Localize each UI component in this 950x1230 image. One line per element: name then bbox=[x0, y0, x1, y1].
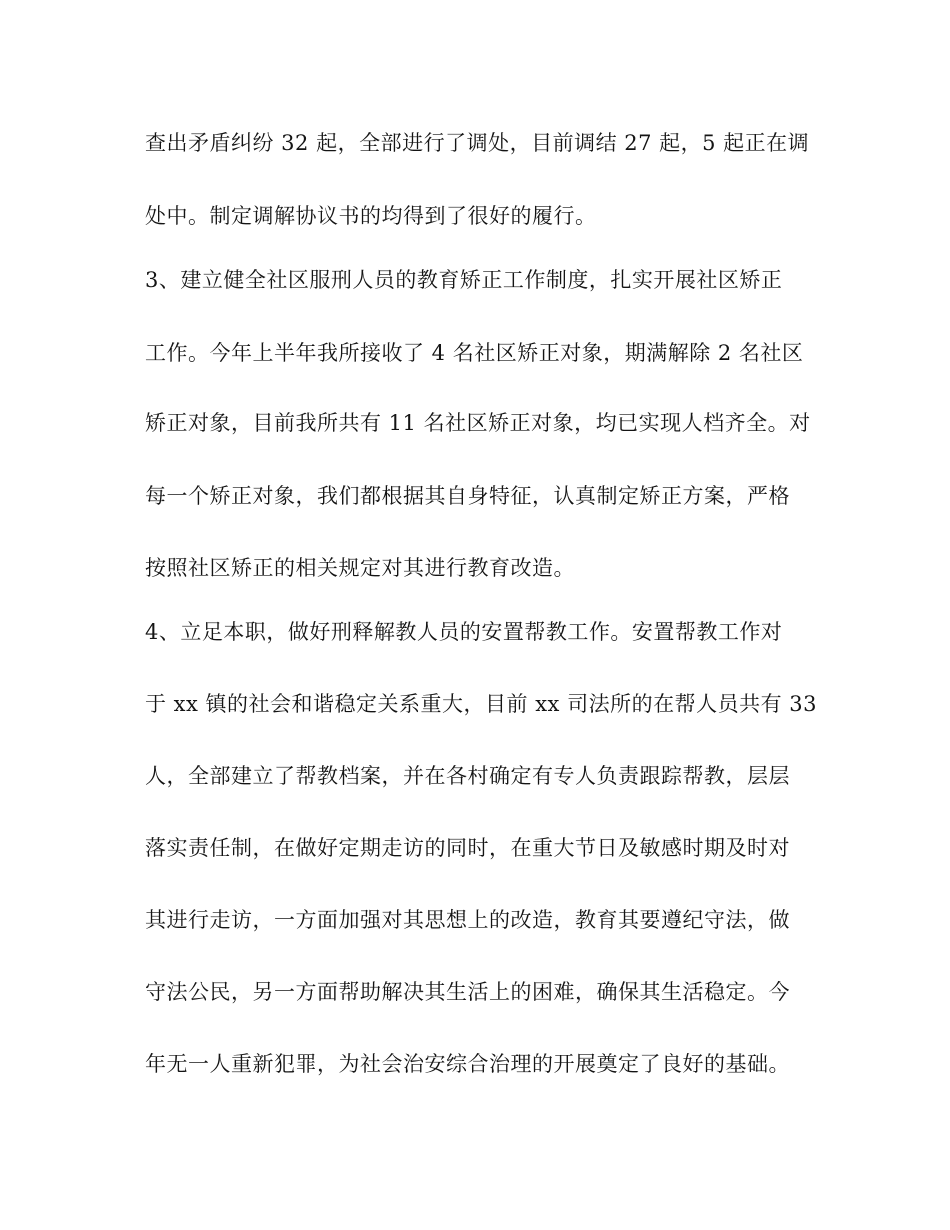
text-line-3: 3、建立健全社区服刑人员的教育矫正工作制度，扎实开展社区矫正 bbox=[145, 268, 783, 292]
text-line-8: 4、立足本职，做好刑释解教人员的安置帮教工作。安置帮教工作对 bbox=[145, 620, 783, 644]
text-line-14: 年无一人重新犯罪，为社会治安综合治理的开展奠定了良好的基础。 bbox=[145, 1052, 790, 1076]
text-line-9: 于 xx 镇的社会和谐稳定关系重大，目前 xx 司法所的在帮人员共有 33 bbox=[145, 692, 817, 716]
text-line-2: 处中。制定调解协议书的均得到了很好的履行。 bbox=[145, 204, 597, 228]
text-line-7: 按照社区矫正的相关规定对其进行教育改造。 bbox=[145, 556, 575, 580]
text-line-10: 人，全部建立了帮教档案，并在各村确定有专人负责跟踪帮教，层层 bbox=[145, 764, 790, 788]
text-line-1: 查出矛盾纠纷 32 起，全部进行了调处，目前调结 27 起，5 起正在调 bbox=[145, 131, 810, 155]
text-line-11: 落实责任制，在做好定期走访的同时，在重大节日及敏感时期及时对 bbox=[145, 836, 790, 860]
text-line-6: 每一个矫正对象，我们都根据其自身特征，认真制定矫正方案，严格 bbox=[145, 484, 790, 508]
text-line-12: 其进行走访，一方面加强对其思想上的改造，教育其要遵纪守法，做 bbox=[145, 908, 790, 932]
text-line-13: 守法公民，另一方面帮助解决其生活上的困难，确保其生活稳定。今 bbox=[145, 980, 790, 1004]
text-line-5: 矫正对象，目前我所共有 11 名社区矫正对象，均已实现人档齐全。对 bbox=[145, 411, 811, 435]
text-line-4: 工作。今年上半年我所接收了 4 名社区矫正对象，期满解除 2 名社区 bbox=[145, 341, 804, 365]
